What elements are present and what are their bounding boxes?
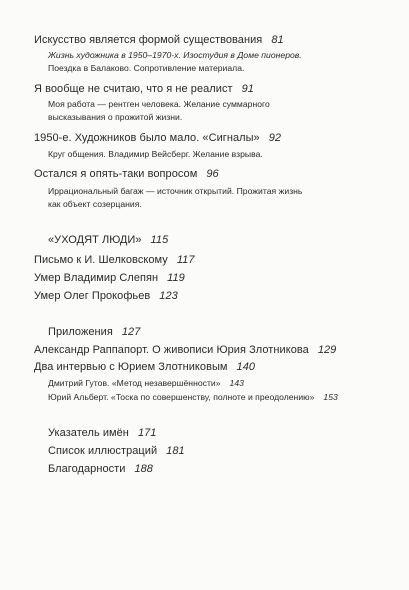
toc-entry-title: Умер Олег Прокофьев xyxy=(34,290,151,302)
toc-entry-page: 140 xyxy=(236,361,256,373)
toc-part-page: 127 xyxy=(121,326,141,338)
toc-entry-title: Два интервью с Юрием Злотниковым xyxy=(34,361,228,373)
toc-subentry: Моя работа — рентген человека. Желание суммарного xyxy=(48,99,270,109)
toc-entry-page: 117 xyxy=(176,254,195,266)
toc-subentry: Круг общения. Владимир Вейсберг. Желание взрыва. xyxy=(48,149,263,159)
toc-entry-page: 181 xyxy=(166,445,185,457)
toc-entry xyxy=(34,132,281,144)
toc-subentry-title: Юрий Альберт. «Тоска по совершенству, полноте и преодолению» xyxy=(48,392,315,402)
toc-entry-title: Умер Владимир Слепян xyxy=(34,272,159,284)
toc-entry xyxy=(48,463,153,475)
toc-subentry xyxy=(48,377,244,391)
toc-entry xyxy=(34,83,254,95)
toc-entry xyxy=(34,344,336,356)
toc-entry-title: Письмо к И. Шелковскому xyxy=(34,254,168,266)
toc-entry-title: 1950-е. Художников было мало. «Сигналы» xyxy=(34,132,260,144)
toc-entry-title: Благодарности xyxy=(48,463,126,475)
toc-entry-page: 188 xyxy=(134,463,153,475)
toc-part-title: Приложения xyxy=(48,326,113,338)
toc-entry-page: 81 xyxy=(271,34,284,46)
toc-subentry: как объект созерцания. xyxy=(48,199,142,209)
toc-part-heading xyxy=(48,234,168,246)
toc-entry xyxy=(34,361,255,373)
toc-entry-title: Александр Раппапорт. О живописи Юрия Злотникова xyxy=(34,344,309,356)
toc-entry xyxy=(34,254,195,266)
toc-entry-title: Искусство является формой существования xyxy=(34,34,263,46)
toc-subentry: Жизнь художника в 1950–1970-х. Изостудия в Доме пионеров. xyxy=(48,50,302,60)
toc-entry xyxy=(48,427,156,439)
toc-part-heading xyxy=(48,326,140,338)
toc-entry-title: Я вообще не считаю, что я не реалист xyxy=(34,83,233,95)
toc-entry xyxy=(34,168,219,180)
toc-entry-page: 129 xyxy=(317,344,337,356)
toc-entry-page: 171 xyxy=(137,427,157,439)
toc-part-page: 115 xyxy=(150,234,169,246)
toc-entry-page: 96 xyxy=(206,168,219,180)
toc-subentry: Иррациональный багаж — источник открытий. Прожитая жизнь xyxy=(48,186,303,196)
toc-part-title: «УХОДЯТ ЛЮДИ» xyxy=(48,234,142,246)
toc-subentry xyxy=(48,391,338,405)
toc-entry-title: Указатель имён xyxy=(48,427,129,439)
toc-entry xyxy=(34,290,178,302)
toc-subentry: Поездка в Балаково. Сопротивление материала. xyxy=(48,63,245,73)
toc-entry-page: 119 xyxy=(167,272,185,284)
toc-entry xyxy=(34,272,185,284)
toc-entry-page: 123 xyxy=(159,290,178,302)
toc-subentry-page: 153 xyxy=(323,392,338,402)
toc-entry xyxy=(34,34,284,46)
toc-subentry: высказывания о прожитой жизни. xyxy=(48,112,183,122)
toc-entry xyxy=(48,445,185,457)
toc-subentry-page: 143 xyxy=(229,378,244,388)
toc-entry-page: 92 xyxy=(268,132,282,144)
toc-subentry-title: Дмитрий Гутов. «Метод незавершённости» xyxy=(48,378,221,388)
toc-entry-page: 91 xyxy=(241,83,254,95)
toc-entry-title: Список иллюстраций xyxy=(48,445,158,457)
toc-entry-title: Остался я опять-таки вопросом xyxy=(34,168,198,180)
